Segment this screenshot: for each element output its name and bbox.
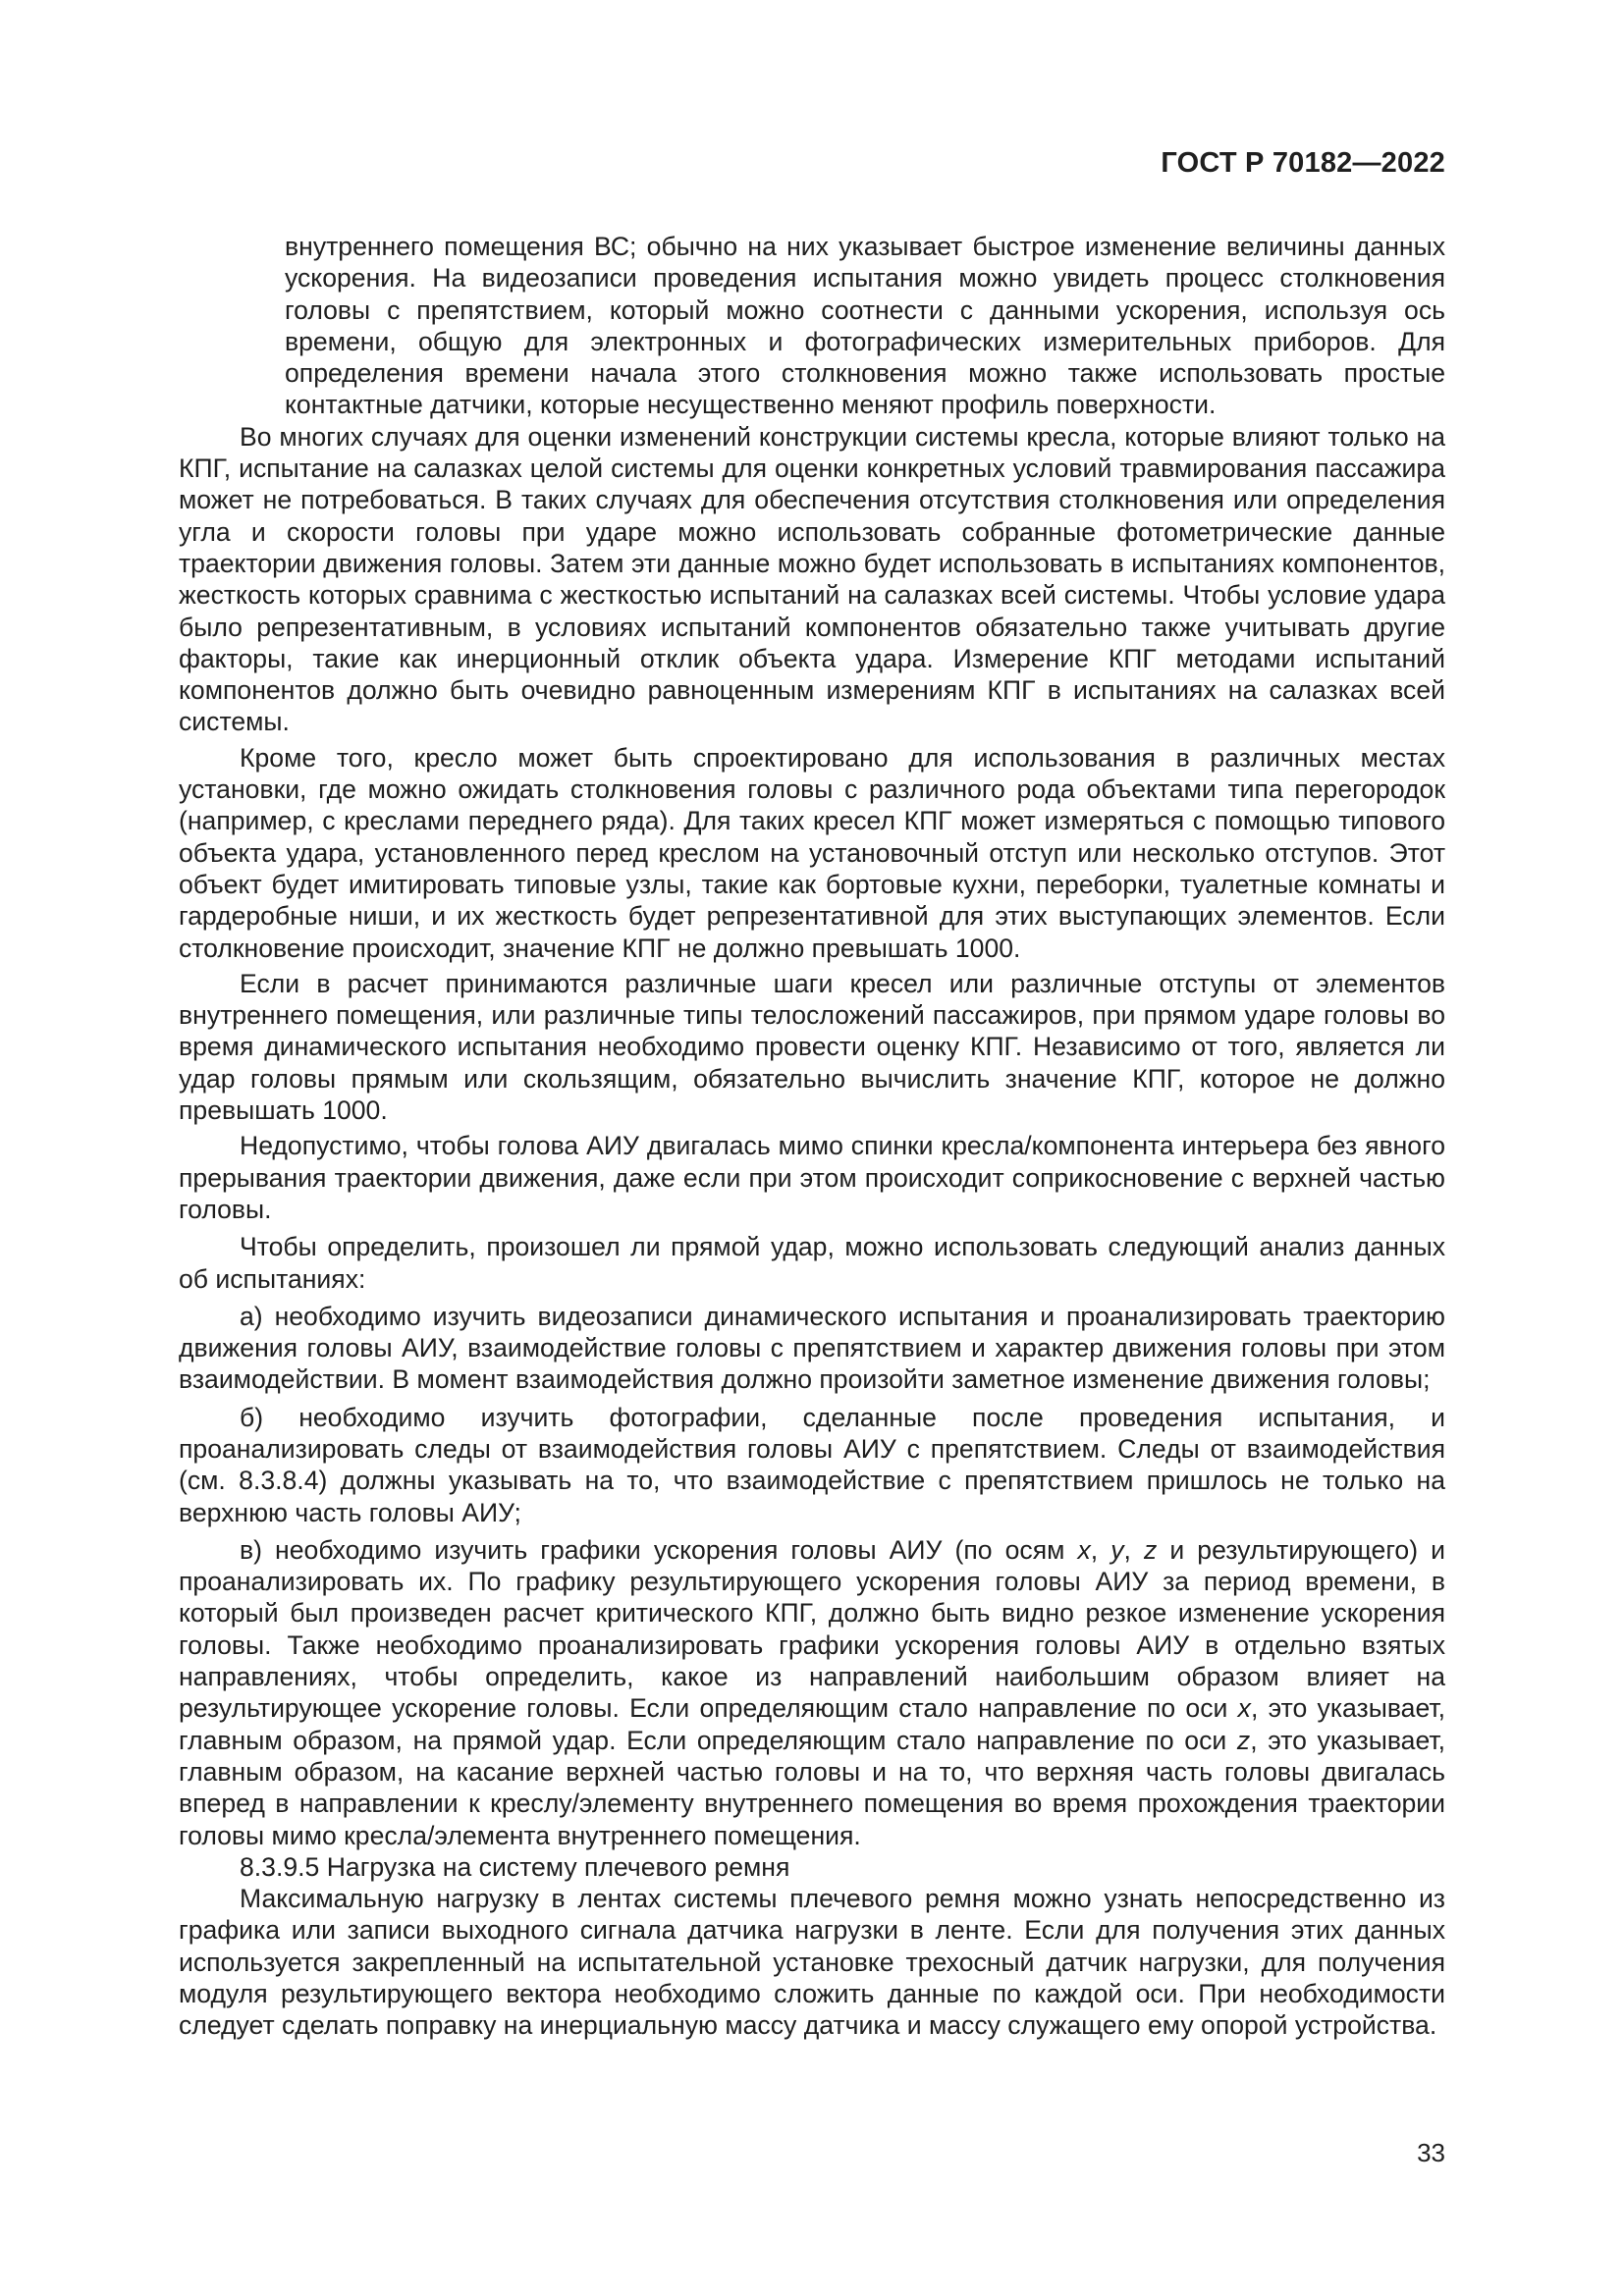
list-item-c-text: , это указывает, главным образом, на касание верхней частью головы и на то, что верхняя часть головы двигалась вперед в направлении к креслу/элементу внутреннего помещения во время прохождения траектории головы мимо кресла/элемента внутреннего помещения. — [179, 1725, 1445, 1850]
axis-z-symbol: z — [1143, 1534, 1158, 1565]
paragraph: Максимальную нагрузку в лентах системы плечевого ремня можно узнать непосредственно из графика или записи выходного сигнала датчика нагрузки в ленте. Если для получения этих данных используется закрепленный на испытательной установке трехосный датчик нагрузки, для получения модуля результирующего вектора необходимо сложить данные по каждой оси. При необходимости следует сделать поправку на инерциальную массу датчика и массу служащего ему опорой устройства. — [179, 1884, 1445, 2041]
continued-paragraph-block — [179, 231, 1445, 421]
paragraph: Кроме того, кресло может быть спроектировано для использования в различных местах установки, где можно ожидать столкновения головы с различного рода объектами типа перегородок (например, с креслами переднего ряда). Для таких кресел КПГ может измеряться с помощью типового объекта удара, установленного перед креслом на установочный отступ или несколько отступов. Этот объект будет имитировать типовые узлы, такие как бортовые кухни, переборки, туалетные комнаты и гардеробные ниши, и их жесткость будет репрезентативной для этих выступающих элементов. Если столкновение происходит, значение КПГ не должно превышать 1000. — [179, 742, 1445, 963]
list-item-c-text: , — [1123, 1534, 1144, 1565]
list-item-c-text: , — [1090, 1534, 1111, 1565]
page-number: 33 — [1417, 2138, 1445, 2167]
paragraph: Недопустимо, чтобы голова АИУ двигалась мимо спинки кресла/компонента интерьера без явного прерывания траектории движения, даже если при этом происходит соприкосновение с верхней частью головы. — [179, 1131, 1445, 1224]
paragraph: Если в расчет принимаются различные шаги кресел или различные отступы от элементов внутреннего помещения, или различные типы телосложений пассажиров, при прямом ударе головы во время динамического испытания необходимо провести оценку КПГ. Независимо от того, является ли удар головы прямым или скользящим, обязательно вычислить значение КПГ, которое не должно превышать 1000. — [179, 968, 1445, 1126]
list-item-c-text: и результирующего) и проанализировать их. По графику результирующего ускорения головы АИУ за период времени, в который был произведен расчет критического КПГ, должно быть видно резкое изменение ускорения головы. Также необходимо проанализировать графики ускорения головы АИУ в отдельно взятых направлениях, чтобы определить, какое из направлений наибольшим образом влияет на результирующее ускорение головы. Если определяющим стало направление по оси — [179, 1534, 1445, 1724]
axis-x-symbol: x — [1077, 1534, 1091, 1565]
paragraph: внутреннего помещения ВС; обычно на них указывает быстрое изменение величины данных ускорения. На видеозаписи проведения испытания можно увидеть процесс столкновения головы с препятствием, который можно соотнести с данными ускорения, используя ось времени, общую для электронных и фотографических измерительных приборов. Для определения времени начала этого столкновения можно также использовать простые контактные датчики, которые несущественно меняют профиль поверхности. — [285, 232, 1445, 420]
axis-y-symbol: y — [1110, 1534, 1124, 1565]
axis-x-symbol: x — [1237, 1693, 1251, 1724]
body-text — [179, 231, 1445, 2042]
list-item-c-text: , это указывает, главным образом, на прямой удар. Если определяющим стало направление по оси — [179, 1693, 1445, 1755]
list-item-c-text: в) необходимо изучить графики ускорения головы АИУ (по осям — [240, 1534, 1078, 1565]
axis-z-symbol: z — [1236, 1725, 1251, 1755]
paragraph: Чтобы определить, произошел ли прямой удар, можно использовать следующий анализ данных об испытаниях: — [179, 1232, 1445, 1294]
list-item-a: а) необходимо изучить видеозаписи динамического испытания и проанализировать траекторию движения головы АИУ, взаимодействие головы с препятствием и характер движения головы при этом взаимодействии. В момент взаимодействия должно произойти заметное изменение движения головы; — [179, 1301, 1445, 1395]
section-heading: 8.3.9.5 Нагрузка на систему плечевого ремня — [240, 1851, 790, 1882]
list-item-b: б) необходимо изучить фотографии, сделанные после проведения испытания, и проанализировать следы от взаимодействия головы АИУ с препятствием. Следы от взаимодействия (см. 8.3.8.4) должны указывать на то, что взаимодействие с препятствием пришлось не только на верхнюю часть головы АИУ; — [179, 1402, 1445, 1527]
list-item-c — [179, 1534, 1445, 1851]
standard-designation: ГОСТ Р 70182—2022 — [1161, 147, 1445, 179]
paragraph: Во многих случаях для оценки изменений конструкции системы кресла, которые влияют только на КПГ, испытание на салазках целой системы для оценки конкретных условий травмирования пассажира может не потребоваться. В таких случаях для обеспечения отсутствия столкновения или определения угла и скорости головы при ударе можно использовать собранные фотометрические данные траектории движения головы. Затем эти данные можно будет использовать в испытаниях компонентов, жесткость которых сравнима с жесткостью испытаний на салазках всей системы. Чтобы условие удара было репрезентативным, в условиях испытаний компонентов обязательно также учитывать другие факторы, такие как инерционный отклик объекта удара. Измерение КПГ методами испытаний компонентов должно быть очевидно равноценным измерениям КПГ в испытаниях на салазках всей системы. — [179, 421, 1445, 737]
